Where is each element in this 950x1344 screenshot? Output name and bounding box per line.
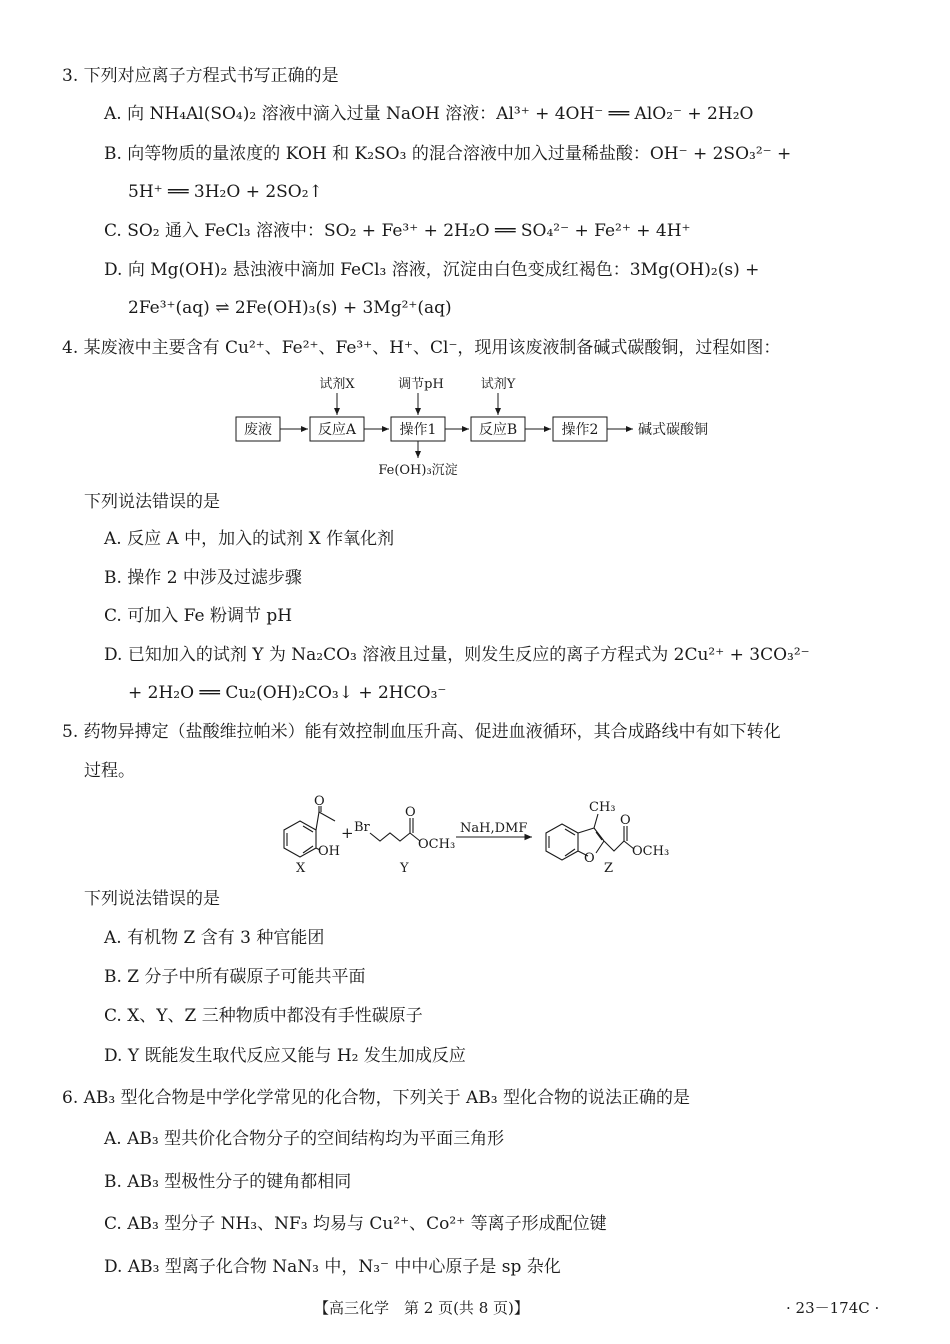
q6-option-b: B. AB₃ 型极性分子的键角都相同	[104, 1172, 352, 1192]
x-o-atom: O	[314, 794, 325, 809]
molecule-y	[370, 818, 420, 841]
q4-stem: 4. 某废液中主要含有 Cu²⁺、Fe²⁺、Fe³⁺、H⁺、Cl⁻，现用该废液制备碱式碳酸铜，过程如图：	[62, 338, 781, 358]
q4-option-a: A. 反应 A 中，加入的试剂 X 作氧化剂	[104, 529, 395, 549]
q6-option-a: A. AB₃ 型共价化合物分子的空间结构均为平面三角形	[104, 1129, 505, 1149]
exam-code: · 23－174C ·	[786, 1299, 880, 1317]
q4-option-d-line1: D. 已知加入的试剂 Y 为 Na₂CO₃ 溶液且过量，则发生反应的离子方程式为 2Cu²⁺ + 3CO₃²⁻	[104, 645, 810, 665]
flow-label-operation-2: 操作2	[561, 422, 599, 438]
y-och3-group: OCH₃	[418, 837, 456, 852]
q3-option-a: A. 向 NH₄Al(SO₄)₂ 溶液中滴入过量 NaOH 溶液：Al³⁺ + 4OH⁻ ══ AlO₂⁻ + 2H₂O	[104, 104, 754, 124]
z-ring-o-atom: O	[584, 851, 595, 866]
q3-option-d-line1: D. 向 Mg(OH)₂ 悬浊液中滴加 FeCl₃ 溶液，沉淀由白色变成红褐色：3Mg(OH)₂(s) +	[104, 260, 760, 280]
label-x: X	[296, 861, 306, 876]
q5-option-a: A. 有机物 Z 含有 3 种官能团	[104, 928, 325, 948]
y-br-atom: Br	[354, 820, 370, 835]
z-ch3-group: CH₃	[589, 800, 616, 815]
plus-sign: +	[341, 824, 354, 842]
x-oh-group: OH	[318, 844, 340, 859]
flow-label-precipitate: Fe(OH)₃沉淀	[378, 463, 458, 478]
z-o-atom: O	[620, 813, 631, 828]
flow-label-reagent-x: 试剂X	[319, 377, 355, 392]
q6-option-d: D. AB₃ 型离子化合物 NaN₃ 中，N₃⁻ 中中心原子是 sp 杂化	[104, 1257, 561, 1277]
reaction-conditions: NaH,DMF	[460, 821, 528, 836]
label-y: Y	[400, 861, 409, 876]
q3-stem: 3. 下列对应离子方程式书写正确的是	[62, 66, 339, 86]
z-och3-group: OCH₃	[632, 844, 670, 859]
q5-option-d: D. Y 既能发生取代反应又能与 H₂ 发生加成反应	[104, 1046, 466, 1066]
q4-option-c: C. 可加入 Fe 粉调节 pH	[104, 606, 293, 626]
flow-label-adjust-ph: 调节pH	[398, 377, 444, 392]
q5-stem-line2: 过程。	[84, 761, 135, 781]
q5-stem-line1: 5. 药物异搏定（盐酸维拉帕米）能有效控制血压升高、促进血液循环，其合成路线中有如下转化	[62, 722, 781, 742]
q4-sub-question: 下列说法错误的是	[84, 492, 220, 512]
flow-label-product: 碱式碳酸铜	[638, 422, 708, 438]
q4-option-b: B. 操作 2 中涉及过滤步骤	[104, 568, 302, 588]
flow-label-reaction-b: 反应B	[478, 422, 518, 438]
label-z: Z	[604, 861, 614, 876]
flow-label-reagent-y: 试剂Y	[480, 377, 516, 392]
q3-option-b-line2: 5H⁺ ══ 3H₂O + 2SO₂↑	[128, 182, 323, 202]
q3-option-d-line2: 2Fe³⁺(aq) ⇌ 2Fe(OH)₃(s) + 3Mg²⁺(aq)	[128, 298, 452, 318]
flow-label-reaction-a: 反应A	[317, 422, 357, 438]
q3-option-c: C. SO₂ 通入 FeCl₃ 溶液中：SO₂ + Fe³⁺ + 2H₂O ══ SO₄²⁻ + Fe²⁺ + 4H⁺	[104, 221, 691, 241]
q6-option-c: C. AB₃ 型分子 NH₃、NF₃ 均易与 Cu²⁺、Co²⁺ 等离子形成配位键	[104, 1214, 607, 1234]
q6-stem: 6. AB₃ 型化合物是中学化学常见的化合物，下列关于 AB₃ 型化合物的说法正确的是	[62, 1088, 691, 1108]
flow-label-operation-1: 操作1	[399, 422, 437, 438]
y-o-atom: O	[405, 805, 416, 820]
flow-label-waste: 废液	[244, 422, 272, 438]
q3-option-b-line1: B. 向等物质的量浓度的 KOH 和 K₂SO₃ 的混合溶液中加入过量稀盐酸：OH⁻ + 2SO₃²⁻ +	[104, 144, 792, 164]
page-footer: 【高三化学 第 2 页(共 8 页)】	[314, 1299, 529, 1317]
q4-option-d-line2: + 2H₂O ══ Cu₂(OH)₂CO₃↓ + 2HCO₃⁻	[128, 683, 447, 703]
q5-option-b: B. Z 分子中所有碳原子可能共平面	[104, 967, 366, 987]
q5-sub-question: 下列说法错误的是	[84, 889, 220, 909]
q5-option-c: C. X、Y、Z 三种物质中都没有手性碳原子	[104, 1006, 423, 1026]
